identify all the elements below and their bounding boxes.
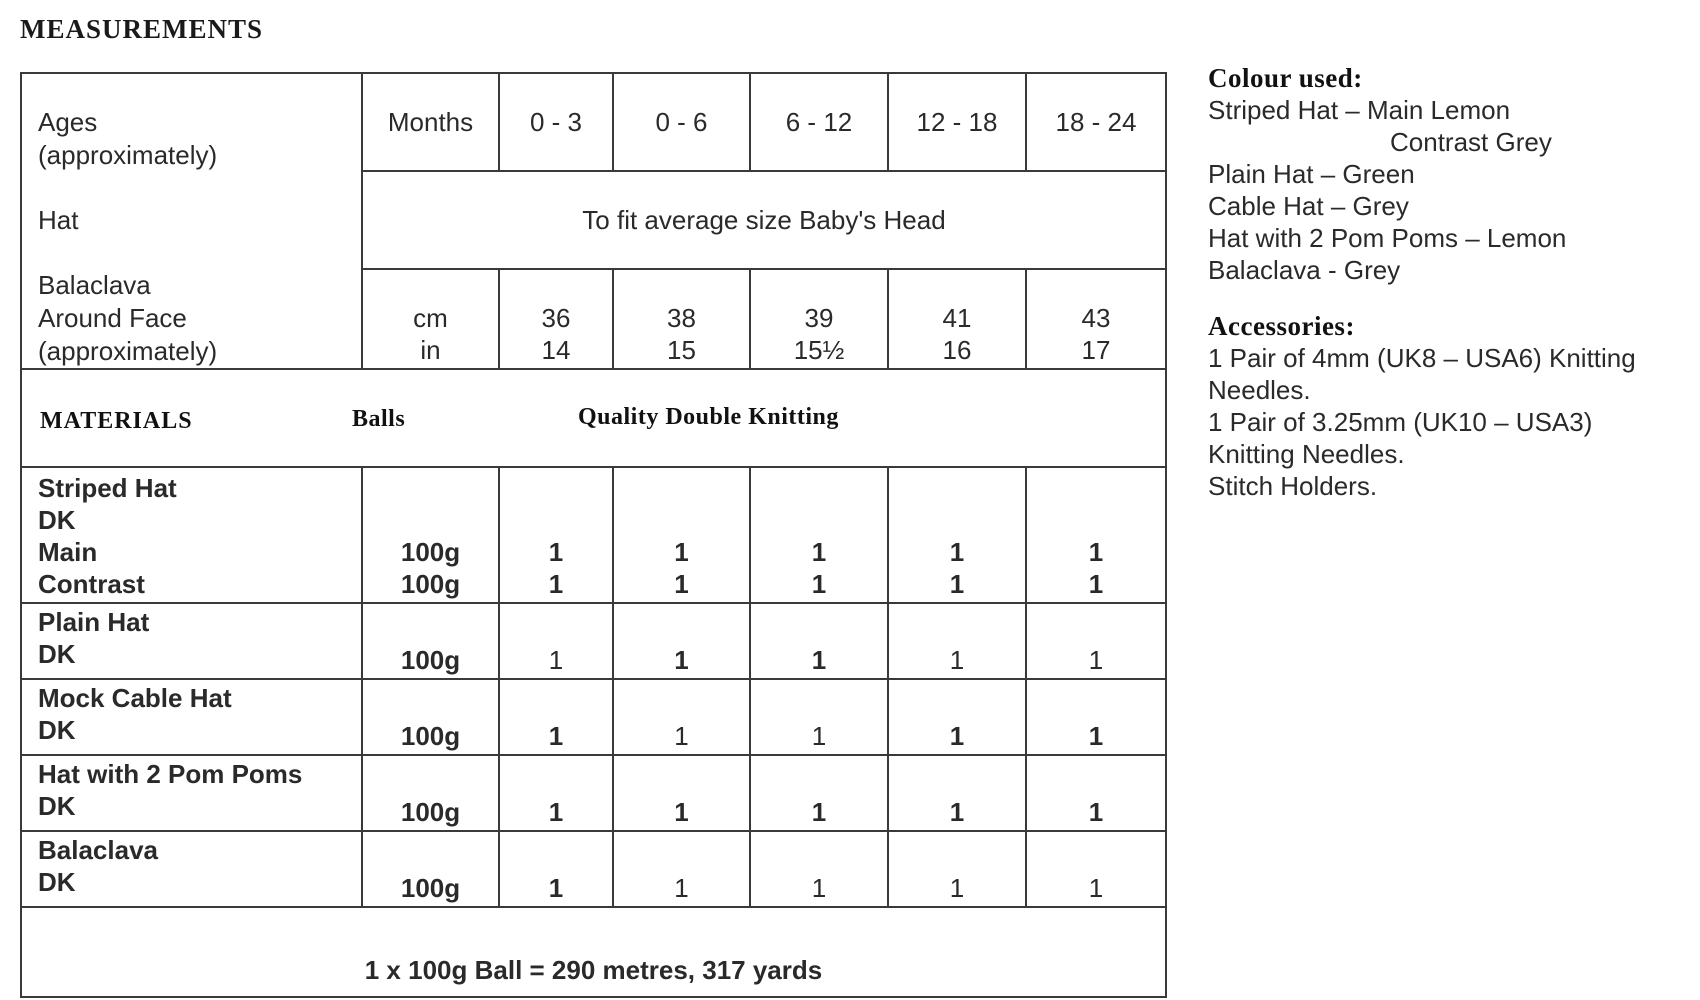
qty-value: 1 — [811, 537, 827, 567]
qty-value: 1 — [1088, 537, 1104, 567]
weight-value: 100g — [362, 679, 499, 755]
qty-value: 1 — [888, 831, 1026, 907]
qty-value: 1 — [548, 569, 564, 599]
colour-line: Cable Hat – Grey — [1208, 191, 1409, 221]
item-name: Balaclava — [38, 835, 158, 865]
measurements-labels-cell — [21, 73, 362, 369]
colour-line: Hat with 2 Pom Poms – Lemon — [1208, 223, 1567, 253]
age-range-1: 0 - 3 — [499, 73, 613, 171]
weight-value: 100g — [362, 755, 499, 831]
hat-fit-cell: To fit average size Baby's Head — [362, 171, 1166, 269]
age-range-5: 18 - 24 — [1026, 73, 1166, 171]
unit-cm: cm — [413, 303, 448, 333]
qty-cell — [613, 467, 750, 603]
face-size-cell — [750, 269, 888, 369]
colour-heading: Colour used: — [1208, 63, 1363, 93]
face-cm-value: 43 — [1081, 303, 1111, 333]
notes-column — [1208, 62, 1688, 502]
accessory-line: Knitting Needles. — [1208, 439, 1405, 469]
qty-value: 1 — [499, 679, 613, 755]
qty-value: 1 — [750, 831, 888, 907]
face-cm-value: 41 — [942, 303, 972, 333]
balaclava-label: Balaclava — [38, 270, 151, 300]
qty-value: 1 — [949, 569, 965, 599]
item-sub: DK — [38, 505, 76, 535]
item-sub: DK — [38, 867, 76, 897]
hat-label: Hat — [38, 205, 79, 235]
balls-label: Balls — [352, 406, 406, 432]
qty-value: 1 — [949, 537, 965, 567]
qty-value: 1 — [499, 831, 613, 907]
age-range-2: 0 - 6 — [613, 73, 750, 171]
age-range-4: 12 - 18 — [888, 73, 1026, 171]
item-sub: Main — [38, 537, 98, 567]
ages-label: Ages — [38, 107, 98, 137]
accessories-heading: Accessories: — [1208, 311, 1355, 341]
ages-approx-label: (approximately) — [38, 140, 218, 170]
accessory-line: Stitch Holders. — [1208, 471, 1378, 501]
qty-value: 1 — [1026, 679, 1166, 755]
face-in-value: 14 — [541, 335, 571, 365]
item-name: Striped Hat — [38, 473, 177, 503]
qty-value: 1 — [750, 755, 888, 831]
table-row — [21, 755, 1166, 831]
colour-line: Plain Hat – Green — [1208, 159, 1415, 189]
balaclava-approx-label: (approximately) — [38, 336, 218, 366]
item-sub: DK — [38, 791, 76, 821]
qty-value: 1 — [888, 603, 1026, 679]
weight-value: 100g — [400, 569, 461, 599]
qty-value: 1 — [548, 537, 564, 567]
item-name-cell — [21, 755, 362, 831]
accessory-line: 1 Pair of 4mm (UK8 – USA6) Knitting — [1208, 343, 1636, 373]
item-sub: Contrast — [38, 569, 145, 599]
face-cm-value: 39 — [804, 303, 834, 333]
face-in-value: 17 — [1081, 335, 1111, 365]
qty-value: 1 — [1026, 755, 1166, 831]
materials-header — [21, 369, 1166, 467]
item-sub: DK — [38, 639, 76, 669]
materials-label: MATERIALS — [40, 408, 193, 434]
item-name-cell — [21, 679, 362, 755]
item-name-cell — [21, 467, 362, 603]
unit-in: in — [420, 335, 441, 365]
qty-value: 1 — [1026, 831, 1166, 907]
face-size-cell — [613, 269, 750, 369]
page-title: MEASUREMENTS — [20, 14, 264, 44]
colour-line: Balaclava - Grey — [1208, 255, 1401, 285]
colour-line: Contrast Grey — [1390, 127, 1552, 157]
qty-value: 1 — [613, 603, 750, 679]
item-sub: DK — [38, 715, 76, 745]
weight-value: 100g — [362, 603, 499, 679]
around-face-label: Around Face — [38, 303, 187, 333]
table-row — [21, 467, 1166, 603]
qty-value: 1 — [750, 679, 888, 755]
face-cm-value: 36 — [541, 303, 571, 333]
qty-value: 1 — [499, 755, 613, 831]
qty-value: 1 — [750, 603, 888, 679]
weight-value: 100g — [400, 537, 461, 567]
qty-value: 1 — [613, 831, 750, 907]
qty-cell — [1026, 467, 1166, 603]
qty-value: 1 — [674, 537, 689, 567]
qty-cell — [888, 467, 1026, 603]
qty-value: 1 — [613, 679, 750, 755]
colour-line: Striped Hat – Main Lemon — [1208, 95, 1511, 125]
qty-value: 1 — [499, 603, 613, 679]
face-size-cell — [499, 269, 613, 369]
measurements-table — [20, 72, 1167, 998]
qty-cell — [499, 467, 613, 603]
item-name-cell — [21, 603, 362, 679]
quality-label: Quality Double Knitting — [578, 404, 839, 430]
face-size-cell — [888, 269, 1026, 369]
ball-info: 1 x 100g Ball = 290 metres, 317 yards — [21, 907, 1166, 997]
accessory-line: Needles. — [1208, 375, 1311, 405]
months-label: Months — [362, 73, 499, 171]
face-in-value: 16 — [942, 335, 972, 365]
face-in-value: 15½ — [793, 335, 845, 365]
face-cm-value: 38 — [667, 303, 696, 333]
qty-value: 1 — [1088, 569, 1104, 599]
qty-value: 1 — [811, 569, 827, 599]
qty-cell — [750, 467, 888, 603]
qty-value: 1 — [888, 679, 1026, 755]
face-in-value: 15 — [667, 335, 696, 365]
table-row — [21, 679, 1166, 755]
age-range-3: 6 - 12 — [750, 73, 888, 171]
item-name: Plain Hat — [38, 607, 150, 637]
units-cell — [362, 269, 499, 369]
accessory-line: 1 Pair of 3.25mm (UK10 – USA3) — [1208, 407, 1593, 437]
table-row — [21, 831, 1166, 907]
qty-value: 1 — [674, 569, 689, 599]
item-name-cell — [21, 831, 362, 907]
weight-cell — [362, 467, 499, 603]
qty-value: 1 — [613, 755, 750, 831]
item-name: Hat with 2 Pom Poms — [38, 759, 303, 789]
item-name: Mock Cable Hat — [38, 683, 232, 713]
table-row — [21, 603, 1166, 679]
weight-value: 100g — [362, 831, 499, 907]
face-size-cell — [1026, 269, 1166, 369]
qty-value: 1 — [888, 755, 1026, 831]
qty-value: 1 — [1026, 603, 1166, 679]
